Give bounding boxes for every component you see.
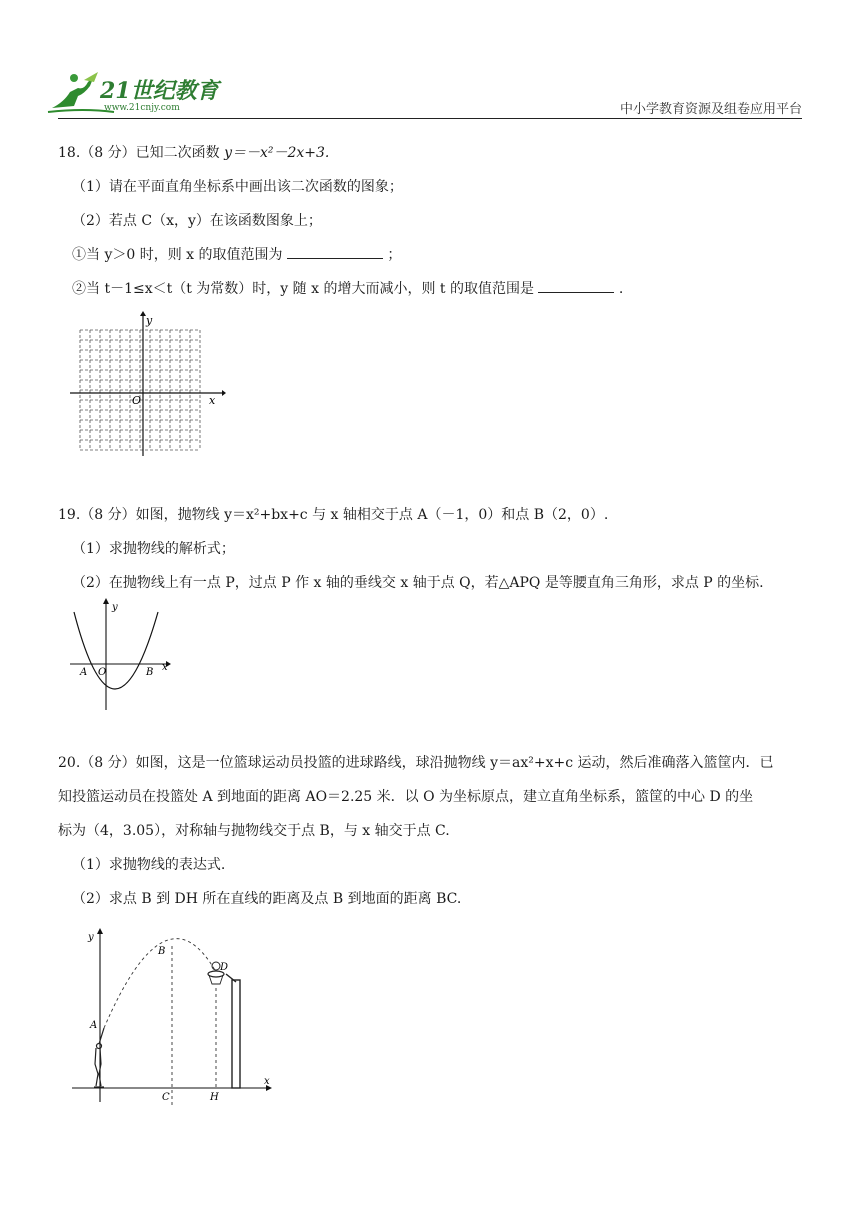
q18-sub2-text: ②当 t－1≤x＜t（t 为常数）时，y 随 x 的增大而减小，则 t 的取值范围是	[72, 281, 534, 297]
dashed-grid	[80, 330, 200, 450]
platform-name: 中小学教育资源及组卷应用平台	[619, 102, 802, 117]
point-d-label: D	[220, 962, 229, 973]
origin-label: O	[132, 394, 142, 407]
basketball-hoop	[208, 962, 240, 1088]
q18-score: （8 分）	[80, 145, 136, 161]
answer-blank[interactable]	[538, 280, 614, 293]
point-h-label: H	[210, 1092, 219, 1103]
x-label: x	[162, 662, 168, 673]
q20-score: （8 分）	[80, 755, 136, 771]
q19-stem-text: 如图，抛物线 y＝x²+bx+c 与 x 轴相交于点 A（－1，0）和点 B（2，0）.	[135, 507, 609, 523]
q18-stem	[58, 144, 329, 162]
q18-sub2	[72, 280, 623, 298]
y-label: y	[112, 602, 118, 613]
q18-part2: （2）若点 C（x，y）在该函数图象上；	[72, 213, 322, 229]
answer-blank[interactable]	[287, 246, 383, 259]
point-b-label: B	[158, 946, 166, 957]
q18-sub1-end: ；	[387, 247, 402, 263]
logo-text: 21世纪教育	[100, 78, 219, 104]
point-a-label: A	[80, 667, 88, 678]
q19-part1: （1）求抛物线的解析式；	[72, 541, 235, 557]
point-a-label: A	[90, 1020, 98, 1031]
site-logo	[44, 68, 244, 114]
q20-stem-line1	[58, 754, 773, 772]
origin-label: O	[98, 667, 107, 678]
q20-part1: （1）求抛物线的表达式.	[72, 857, 226, 873]
q19-stem	[58, 506, 608, 524]
q19-parabola-figure	[66, 596, 176, 712]
q18-sub1	[72, 246, 401, 264]
x-label: x	[264, 1076, 270, 1087]
q19-score: （8 分）	[80, 507, 136, 523]
q18-part1: （1）请在平面直角坐标系中画出该二次函数的图象；	[72, 179, 403, 195]
q20-part2: （2）求点 B 到 DH 所在直线的距离及点 B 到地面的距离 BC.	[72, 891, 462, 907]
x-label: x	[209, 394, 216, 407]
y-axis-arrow-icon	[97, 928, 103, 934]
q20-stem-text: 如图，这是一位篮球运动员投篮的进球路线，球沿抛物线 y＝ax²+x+c 运动，然后准确落入篮筐内．已	[135, 755, 774, 771]
q18-coordinate-grid	[66, 310, 226, 460]
q20-stem-line2: 知投篮运动员在投篮处 A 到地面的距离 AO＝2.25 米．以 O 为坐标原点，建立直角坐标系，篮筐的中心 D 的坐	[58, 789, 754, 805]
q19-number: 19.	[58, 507, 81, 523]
q20-stem-line3: 标为（4，3.05），对称轴与抛物线交于点 B，与 x 轴交于点 C.	[58, 823, 450, 839]
logo-url: www.21cnjy.com	[104, 103, 180, 113]
y-label: y	[88, 932, 94, 943]
point-b-label: B	[146, 667, 154, 678]
q18-function: y＝－x²－2x+3.	[224, 145, 330, 161]
q19-part2: （2）在抛物线上有一点 P，过点 P 作 x 轴的垂线交 x 轴于点 Q，若△APQ 是等腰直角三角形，求点 P 的坐标.	[72, 575, 764, 591]
player-figure	[94, 1028, 104, 1087]
header-divider	[58, 118, 802, 119]
q18-stem-text: 已知二次函数	[135, 145, 225, 161]
x-axis-arrow-icon	[222, 390, 226, 396]
y-axis-arrow-icon	[103, 598, 109, 604]
q20-number: 20.	[58, 755, 81, 771]
q18-sub2-end: .	[618, 281, 624, 297]
q18-number: 18.	[58, 145, 81, 161]
q20-basketball-figure	[66, 924, 286, 1110]
y-label: y	[146, 314, 153, 327]
q18-sub1-text: ①当 y＞0 时，则 x 的取值范围为	[72, 247, 283, 263]
point-c-label: C	[162, 1092, 170, 1103]
